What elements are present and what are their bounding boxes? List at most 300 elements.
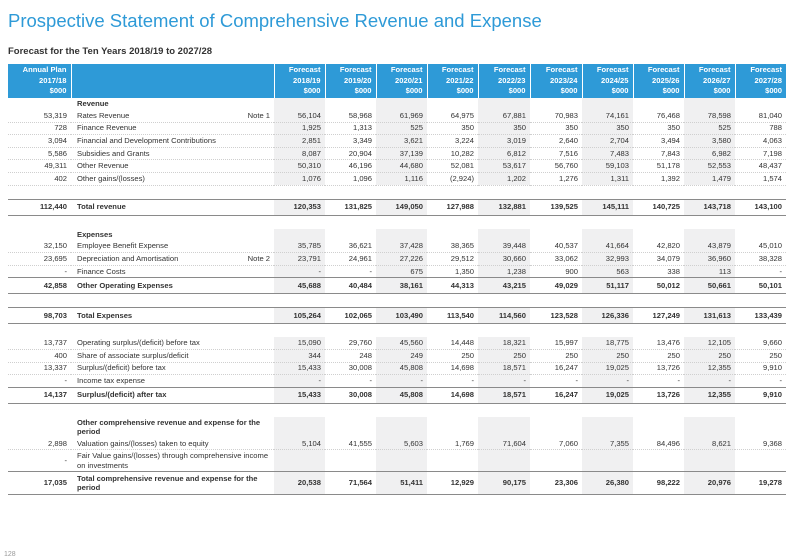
forecast-value: 1,392 bbox=[633, 172, 684, 185]
value-cell bbox=[274, 229, 325, 241]
spacer-cell bbox=[478, 294, 530, 308]
column-header-line: $000 bbox=[560, 86, 578, 96]
plan-value: - bbox=[8, 375, 71, 388]
forecast-value: 16,247 bbox=[530, 362, 582, 375]
value-cell bbox=[530, 417, 582, 438]
spacer-cell bbox=[8, 185, 71, 199]
forecast-value: 1,202 bbox=[478, 172, 530, 185]
forecast-value: - bbox=[684, 375, 735, 388]
forecast-value: 7,355 bbox=[582, 438, 633, 450]
forecast-value: 18,571 bbox=[478, 362, 530, 375]
value-cell bbox=[478, 229, 530, 241]
spacer-cell bbox=[8, 294, 71, 308]
forecast-value: 1,076 bbox=[274, 172, 325, 185]
spacer-cell bbox=[8, 215, 71, 229]
forecast-value: 2,704 bbox=[582, 135, 633, 148]
forecast-value: - bbox=[633, 375, 684, 388]
row-label-cell bbox=[71, 438, 274, 450]
spacer-cell bbox=[427, 294, 478, 308]
column-header-line: Forecast bbox=[647, 65, 680, 75]
table-row bbox=[8, 172, 786, 185]
spacer-cell bbox=[530, 403, 582, 417]
column-header-line: Forecast bbox=[288, 65, 321, 75]
forecast-value: 51,411 bbox=[376, 472, 427, 495]
forecast-value: 51,178 bbox=[633, 160, 684, 173]
forecast-value: 59,103 bbox=[582, 160, 633, 173]
plan-value: 98,703 bbox=[8, 308, 71, 324]
spacer-cell bbox=[427, 185, 478, 199]
spacer-cell bbox=[427, 403, 478, 417]
row-label-cell bbox=[71, 172, 274, 185]
forecast-value: 15,433 bbox=[274, 362, 325, 375]
row-label-cell bbox=[71, 265, 274, 278]
forecast-value: 32,993 bbox=[582, 253, 633, 266]
forecast-value bbox=[530, 450, 582, 472]
row-label-cell bbox=[71, 135, 274, 148]
forecast-value: 20,904 bbox=[325, 147, 376, 160]
column-header-line: 2021/22 bbox=[446, 75, 474, 85]
forecast-value: 45,808 bbox=[376, 387, 427, 403]
forecast-value: 350 bbox=[530, 122, 582, 135]
column-header-line: Forecast bbox=[339, 65, 372, 75]
column-header-line: Forecast bbox=[441, 65, 474, 75]
forecast-value: 67,881 bbox=[478, 110, 530, 122]
spacer-cell bbox=[684, 185, 735, 199]
spacer-cell bbox=[478, 215, 530, 229]
spacer-cell bbox=[582, 403, 633, 417]
row-label-cell bbox=[71, 450, 274, 472]
forecast-value: 3,494 bbox=[633, 135, 684, 148]
forecast-value bbox=[735, 450, 786, 472]
total-row bbox=[8, 387, 786, 403]
row-label: Share of associate surplus/deficit bbox=[77, 350, 189, 360]
note-reference: Note 2 bbox=[247, 253, 270, 263]
column-header-line: Forecast bbox=[698, 65, 731, 75]
value-cell bbox=[325, 417, 376, 438]
forecast-value: - bbox=[530, 375, 582, 388]
value-cell bbox=[376, 98, 427, 110]
forecast-value: 13,726 bbox=[633, 362, 684, 375]
forecast-value: 30,660 bbox=[478, 253, 530, 266]
forecast-value: 15,090 bbox=[274, 337, 325, 349]
column-header-line: 2026/27 bbox=[703, 75, 731, 85]
forecast-value: 12,355 bbox=[684, 362, 735, 375]
financial-statement-table bbox=[8, 64, 786, 495]
row-label: Financial and Development Contributions bbox=[77, 135, 216, 145]
plan-cell bbox=[8, 98, 71, 110]
forecast-value: 350 bbox=[633, 122, 684, 135]
row-label: Subsidies and Grants bbox=[77, 148, 150, 158]
value-cell bbox=[530, 229, 582, 241]
forecast-value: 43,215 bbox=[478, 278, 530, 294]
forecast-value: 250 bbox=[633, 349, 684, 362]
forecast-value: 43,879 bbox=[684, 241, 735, 253]
spacer-cell bbox=[274, 215, 325, 229]
value-cell bbox=[376, 417, 427, 438]
value-cell bbox=[274, 417, 325, 438]
forecast-value bbox=[582, 450, 633, 472]
spacer-cell bbox=[376, 185, 427, 199]
forecast-value: 23,306 bbox=[530, 472, 582, 495]
table-row bbox=[8, 160, 786, 173]
forecast-value: 29,760 bbox=[325, 337, 376, 349]
forecast-value: 12,355 bbox=[684, 387, 735, 403]
forecast-value: 2,851 bbox=[274, 135, 325, 148]
forecast-value: 20,538 bbox=[274, 472, 325, 495]
forecast-value: 46,196 bbox=[325, 160, 376, 173]
column-header-blank bbox=[71, 64, 274, 98]
column-header bbox=[582, 64, 633, 98]
forecast-value: 90,175 bbox=[478, 472, 530, 495]
forecast-value: 50,101 bbox=[735, 278, 786, 294]
spacer-cell bbox=[376, 294, 427, 308]
forecast-value: 15,433 bbox=[274, 387, 325, 403]
forecast-value: 4,063 bbox=[735, 135, 786, 148]
forecast-value: 132,881 bbox=[478, 199, 530, 215]
column-header-line: 2027/28 bbox=[754, 75, 782, 85]
row-label: Total comprehensive revenue and expense for the period bbox=[77, 473, 258, 493]
forecast-value: 70,983 bbox=[530, 110, 582, 122]
table-row bbox=[8, 110, 786, 122]
row-label: Fair Value gains/(losses) through comprehensive income on investments bbox=[77, 451, 269, 470]
forecast-value: 19,278 bbox=[735, 472, 786, 495]
forecast-value: 45,688 bbox=[274, 278, 325, 294]
spacer-cell bbox=[325, 403, 376, 417]
forecast-value: 71,564 bbox=[325, 472, 376, 495]
forecast-value: - bbox=[325, 375, 376, 388]
row-label-cell bbox=[71, 110, 274, 122]
value-cell bbox=[633, 229, 684, 241]
forecast-value: 145,111 bbox=[582, 199, 633, 215]
spacer-cell bbox=[478, 403, 530, 417]
spacer-row bbox=[8, 185, 786, 199]
row-label-cell bbox=[71, 387, 274, 403]
forecast-value: - bbox=[274, 375, 325, 388]
forecast-value: 16,247 bbox=[530, 387, 582, 403]
forecast-value: 140,725 bbox=[633, 199, 684, 215]
forecast-value: 1,479 bbox=[684, 172, 735, 185]
value-cell bbox=[427, 98, 478, 110]
forecast-value: 250 bbox=[427, 349, 478, 362]
plan-cell bbox=[8, 229, 71, 241]
spacer-cell bbox=[71, 324, 274, 338]
table-body bbox=[8, 98, 786, 495]
table-row bbox=[8, 122, 786, 135]
forecast-value bbox=[325, 450, 376, 472]
row-label-cell bbox=[71, 147, 274, 160]
value-cell bbox=[684, 98, 735, 110]
forecast-value: 53,617 bbox=[478, 160, 530, 173]
value-cell bbox=[274, 98, 325, 110]
forecast-value: 9,910 bbox=[735, 387, 786, 403]
spacer-cell bbox=[530, 185, 582, 199]
note-reference: Note 1 bbox=[247, 110, 270, 120]
forecast-value: 1,096 bbox=[325, 172, 376, 185]
plan-value: 402 bbox=[8, 172, 71, 185]
forecast-value: 50,310 bbox=[274, 160, 325, 173]
page-number: 128 bbox=[4, 551, 16, 558]
forecast-value: 250 bbox=[735, 349, 786, 362]
row-label-cell bbox=[71, 349, 274, 362]
spacer-cell bbox=[478, 324, 530, 338]
forecast-value: 563 bbox=[582, 265, 633, 278]
row-label-cell bbox=[71, 308, 274, 324]
forecast-value: 14,448 bbox=[427, 337, 478, 349]
table-header-row bbox=[8, 64, 786, 98]
forecast-value bbox=[684, 450, 735, 472]
forecast-value: 38,328 bbox=[735, 253, 786, 266]
spacer-cell bbox=[274, 324, 325, 338]
row-label-cell bbox=[71, 278, 274, 294]
column-header-line: Forecast bbox=[750, 65, 782, 75]
column-header-line: $000 bbox=[49, 86, 67, 96]
column-header-line: 2017/18 bbox=[39, 75, 67, 85]
forecast-value: 45,808 bbox=[376, 362, 427, 375]
table-row bbox=[8, 450, 786, 472]
column-header bbox=[8, 64, 71, 98]
value-cell bbox=[530, 98, 582, 110]
row-label: Finance Costs bbox=[77, 266, 126, 276]
row-label: Other Operating Expenses bbox=[77, 280, 173, 290]
forecast-value: 20,976 bbox=[684, 472, 735, 495]
spacer-cell bbox=[274, 185, 325, 199]
row-label: Other gains/(losses) bbox=[77, 173, 145, 183]
column-header-line: $000 bbox=[303, 86, 321, 96]
forecast-value: 900 bbox=[530, 265, 582, 278]
plan-value: 42,858 bbox=[8, 278, 71, 294]
spacer-cell bbox=[427, 324, 478, 338]
forecast-value: 5,104 bbox=[274, 438, 325, 450]
forecast-value: 40,484 bbox=[325, 278, 376, 294]
column-header-line: 2019/20 bbox=[344, 75, 372, 85]
forecast-value: 41,555 bbox=[325, 438, 376, 450]
forecast-value: 10,282 bbox=[427, 147, 478, 160]
table-row bbox=[8, 337, 786, 349]
forecast-value: 250 bbox=[478, 349, 530, 362]
forecast-value: 26,380 bbox=[582, 472, 633, 495]
forecast-value: 37,428 bbox=[376, 241, 427, 253]
value-cell bbox=[582, 417, 633, 438]
value-cell bbox=[376, 229, 427, 241]
forecast-value: 24,961 bbox=[325, 253, 376, 266]
spacer-cell bbox=[684, 403, 735, 417]
column-header bbox=[325, 64, 376, 98]
forecast-value: 34,079 bbox=[633, 253, 684, 266]
row-label-cell bbox=[71, 199, 274, 215]
section-header-label: Revenue bbox=[77, 99, 109, 108]
forecast-value: 1,276 bbox=[530, 172, 582, 185]
forecast-value: 64,975 bbox=[427, 110, 478, 122]
forecast-value: 8,087 bbox=[274, 147, 325, 160]
spacer-cell bbox=[735, 215, 786, 229]
column-header bbox=[684, 64, 735, 98]
forecast-value: 56,760 bbox=[530, 160, 582, 173]
forecast-value: - bbox=[274, 265, 325, 278]
spacer-cell bbox=[582, 185, 633, 199]
forecast-value: 525 bbox=[684, 122, 735, 135]
forecast-value bbox=[633, 450, 684, 472]
forecast-value: 38,161 bbox=[376, 278, 427, 294]
plan-value: - bbox=[8, 450, 71, 472]
spacer-cell bbox=[427, 215, 478, 229]
forecast-value: 2,640 bbox=[530, 135, 582, 148]
forecast-value: 103,490 bbox=[376, 308, 427, 324]
column-header-line: 2020/21 bbox=[395, 75, 423, 85]
row-label-cell bbox=[71, 160, 274, 173]
forecast-value: 30,008 bbox=[325, 362, 376, 375]
column-header-line: 2025/26 bbox=[652, 75, 680, 85]
forecast-value: 7,060 bbox=[530, 438, 582, 450]
forecast-value: 350 bbox=[582, 122, 633, 135]
forecast-value: 33,062 bbox=[530, 253, 582, 266]
forecast-value: 51,117 bbox=[582, 278, 633, 294]
plan-value: 53,319 bbox=[8, 110, 71, 122]
forecast-value: 27,226 bbox=[376, 253, 427, 266]
row-label: Depreciation and Amortisation bbox=[77, 253, 179, 263]
forecast-value: 9,910 bbox=[735, 362, 786, 375]
spacer-cell bbox=[376, 324, 427, 338]
forecast-value: 84,496 bbox=[633, 438, 684, 450]
forecast-value: 3,224 bbox=[427, 135, 478, 148]
forecast-value: - bbox=[582, 375, 633, 388]
forecast-value: 3,621 bbox=[376, 135, 427, 148]
column-header-line: $000 bbox=[456, 86, 474, 96]
table-row bbox=[8, 253, 786, 266]
forecast-value: 36,960 bbox=[684, 253, 735, 266]
forecast-value: 5,603 bbox=[376, 438, 427, 450]
forecast-value bbox=[478, 450, 530, 472]
forecast-value: 113,540 bbox=[427, 308, 478, 324]
forecast-value bbox=[274, 450, 325, 472]
forecast-value: 139,525 bbox=[530, 199, 582, 215]
plan-value: 23,695 bbox=[8, 253, 71, 266]
forecast-value: 19,025 bbox=[582, 387, 633, 403]
column-header-line: 2018/19 bbox=[293, 75, 321, 85]
spacer-cell bbox=[325, 185, 376, 199]
forecast-value: 41,664 bbox=[582, 241, 633, 253]
spacer-cell bbox=[582, 294, 633, 308]
plan-cell bbox=[8, 417, 71, 438]
spacer-cell bbox=[325, 215, 376, 229]
forecast-value bbox=[427, 450, 478, 472]
spacer-cell bbox=[8, 324, 71, 338]
forecast-value: 250 bbox=[582, 349, 633, 362]
row-label: Operating surplus/(deficit) before tax bbox=[77, 338, 200, 348]
plan-value: 13,337 bbox=[8, 362, 71, 375]
spacer-cell bbox=[325, 324, 376, 338]
forecast-value: 52,553 bbox=[684, 160, 735, 173]
spacer-row bbox=[8, 294, 786, 308]
forecast-value: 35,785 bbox=[274, 241, 325, 253]
forecast-value: 30,008 bbox=[325, 387, 376, 403]
forecast-value: 74,161 bbox=[582, 110, 633, 122]
forecast-value: 23,791 bbox=[274, 253, 325, 266]
row-label-cell bbox=[71, 337, 274, 349]
spacer-cell bbox=[376, 403, 427, 417]
forecast-value: 250 bbox=[684, 349, 735, 362]
column-header-line: 2023/24 bbox=[550, 75, 578, 85]
row-label: Total revenue bbox=[77, 202, 126, 212]
section-header-row bbox=[8, 417, 786, 438]
forecast-value: 3,349 bbox=[325, 135, 376, 148]
column-header bbox=[735, 64, 786, 98]
forecast-value: 58,968 bbox=[325, 110, 376, 122]
plan-value: 400 bbox=[8, 349, 71, 362]
forecast-value: 12,929 bbox=[427, 472, 478, 495]
forecast-value: 127,249 bbox=[633, 308, 684, 324]
forecast-value: 3,580 bbox=[684, 135, 735, 148]
row-label: Surplus/(deficit) before tax bbox=[77, 363, 166, 373]
column-header-line: $000 bbox=[611, 86, 629, 96]
forecast-value: 3,019 bbox=[478, 135, 530, 148]
forecast-value: 15,997 bbox=[530, 337, 582, 349]
value-cell bbox=[325, 229, 376, 241]
forecast-value: 6,982 bbox=[684, 147, 735, 160]
forecast-value: 102,065 bbox=[325, 308, 376, 324]
forecast-value: 788 bbox=[735, 122, 786, 135]
column-header bbox=[478, 64, 530, 98]
forecast-value: 14,698 bbox=[427, 387, 478, 403]
forecast-value: 18,321 bbox=[478, 337, 530, 349]
forecast-value: 675 bbox=[376, 265, 427, 278]
row-label-cell bbox=[71, 472, 274, 495]
spacer-cell bbox=[325, 294, 376, 308]
value-cell bbox=[582, 98, 633, 110]
forecast-value: 36,621 bbox=[325, 241, 376, 253]
spacer-cell bbox=[735, 185, 786, 199]
plan-value: 17,035 bbox=[8, 472, 71, 495]
plan-value: 5,586 bbox=[8, 147, 71, 160]
forecast-value: 350 bbox=[478, 122, 530, 135]
spacer-row bbox=[8, 403, 786, 417]
spacer-cell bbox=[633, 324, 684, 338]
table-row bbox=[8, 135, 786, 148]
forecast-value: 143,718 bbox=[684, 199, 735, 215]
plan-value: 14,137 bbox=[8, 387, 71, 403]
spacer-cell bbox=[376, 215, 427, 229]
forecast-value: 45,560 bbox=[376, 337, 427, 349]
spacer-cell bbox=[735, 294, 786, 308]
column-header bbox=[530, 64, 582, 98]
spacer-cell bbox=[274, 403, 325, 417]
spacer-cell bbox=[633, 185, 684, 199]
spacer-cell bbox=[684, 215, 735, 229]
table-row bbox=[8, 438, 786, 450]
table-row bbox=[8, 147, 786, 160]
forecast-value: 37,139 bbox=[376, 147, 427, 160]
forecast-value: 350 bbox=[427, 122, 478, 135]
plan-value: 13,737 bbox=[8, 337, 71, 349]
forecast-value: 250 bbox=[530, 349, 582, 362]
value-cell bbox=[633, 417, 684, 438]
forecast-value: 98,222 bbox=[633, 472, 684, 495]
forecast-value: 81,040 bbox=[735, 110, 786, 122]
row-label: Other Revenue bbox=[77, 161, 129, 171]
value-cell bbox=[633, 98, 684, 110]
forecast-value: 42,820 bbox=[633, 241, 684, 253]
forecast-value: 48,437 bbox=[735, 160, 786, 173]
forecast-value: 1,313 bbox=[325, 122, 376, 135]
spacer-cell bbox=[582, 215, 633, 229]
forecast-value: 1,925 bbox=[274, 122, 325, 135]
plan-value: 728 bbox=[8, 122, 71, 135]
row-label: Employee Benefit Expense bbox=[77, 241, 169, 251]
plan-value: 112,440 bbox=[8, 199, 71, 215]
forecast-value: 131,825 bbox=[325, 199, 376, 215]
total-row bbox=[8, 278, 786, 294]
forecast-value: 78,598 bbox=[684, 110, 735, 122]
forecast-value: - bbox=[325, 265, 376, 278]
